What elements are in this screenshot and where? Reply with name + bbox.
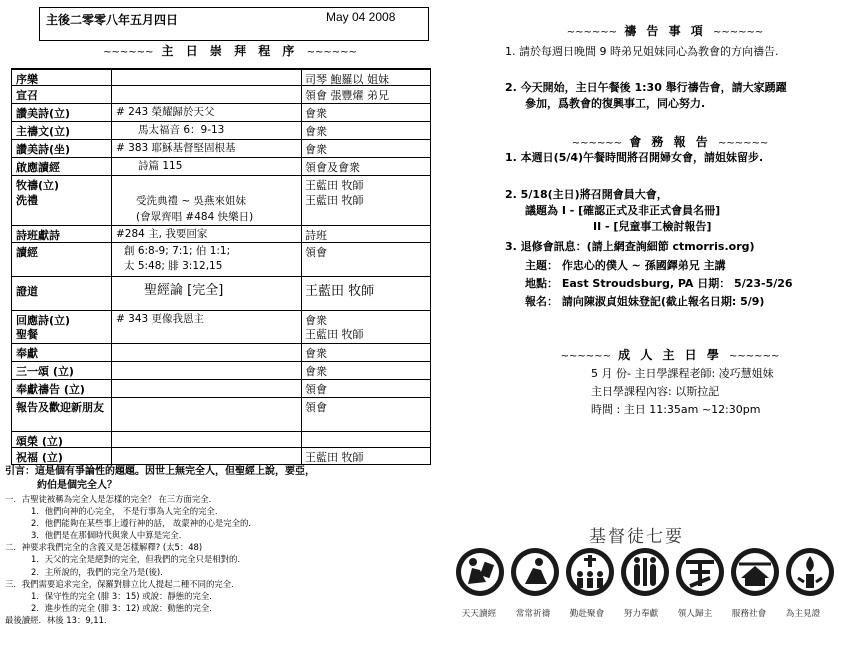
table-row [12,103,430,122]
ornament-left: ~~~~~~ [103,47,154,58]
service-item: 祝福 (立) [16,451,63,464]
notes-intro: 引言：這是個有爭論性的題題。因世上無完全人，但聖經上說，要亞， [5,466,315,477]
service-item: 奉獻 [16,347,38,360]
ornament-left: ~~~~~~ [560,351,611,362]
service-person: 領會 張豐燿 弟兄 [305,89,389,102]
affairs-item-1: 1. 本週日(5/4)午餐時間將召開婦女會，請姐妹留步. [505,151,764,164]
ornament-left: ~~~~~~ [571,138,623,149]
prayer-item-1: 1. 請於每週日晚間 9 時弟兄姐妹同心為教會的方向禱告. [505,45,779,58]
essential-label: 天天讀經 [461,609,497,619]
worship-order-heading: 主 日 崇 拜 程 序 [161,44,299,58]
table-row [12,157,430,176]
prayer-section-title [500,22,830,39]
retreat-signup: 報名： 請向陳淑貞姐妹登記(截止報名日期: 5/9) [525,295,765,308]
table-row [12,85,430,104]
service-person: 詩班 [305,229,327,242]
service-item: 奉獻禱告 (立) [16,383,85,396]
notes-subpoint: 1．保守性的完全 (腓 3：15) 或說：靜態的完全． [31,590,218,601]
table-row [12,361,430,380]
witness-icon [786,548,834,596]
service-content: #284 主, 我要回家 [116,228,208,240]
offering-icon [621,548,669,596]
service-content: 創 6:8-9; 7:1; 伯 1:1; [124,245,231,257]
service-person: 會衆 [305,347,327,360]
table-row [12,276,430,311]
table-row [12,447,430,465]
service-content: # 243 榮耀歸於天父 [116,106,215,118]
notes-point: 二．神要求我們完全的含義又是怎樣解釋? (太5：48) [5,542,203,553]
prayer-item-2-line1: 2. 今天開始，主日午餐後 1:30 舉行禱告會，請大家踴躍 [505,81,787,94]
table-row [12,397,430,432]
service-content-note: (會眾齊唱 #484 快樂日) [136,211,254,223]
essential-label: 勤赴聚會 [569,609,605,619]
affairs-item-2 [505,187,845,235]
prayer-item-2-line2: 參加，爲教會的復興事工，同心努力. [525,97,706,110]
affairs-item-2-line2: 議題為 I - [確認正式及非正式會員名冊] [525,204,721,217]
service-person: 司琴 鮑羅以 姐妹 [305,73,389,86]
prayer-heading: 禱 告 事 項 [624,24,706,38]
retreat-info: 3. 退修會訊息：(請上網查詢細節 ctmorris.org) [505,240,755,253]
adult-school-title [520,346,820,363]
notes-subpoint: 2．進步性的完全 (腓 3：12) 或說：動態的完全． [31,602,218,613]
service-item: 啟應讀經 [16,161,60,174]
service-person: 會衆 [305,365,327,378]
notes-point: 三．我們需要追求完全，保羅對腓立比人提起二種不同的完全． [5,578,240,589]
service-content: # 343 更像我恩主 [116,313,205,325]
adult-school-teacher: 5 月 份- 主日學課程老師: 凌巧慧姐妹 [591,367,774,380]
service-content: # 383 耶穌基督堅固根基 [116,142,236,154]
worship-order-title [60,42,400,59]
sermon-notes [5,465,430,626]
bible-reading-icon [456,548,504,596]
service-item: 牧禱(立) [16,179,60,192]
service-person: 王藍田 牧師 [305,451,364,464]
seven-essentials-labels [452,607,842,619]
service-item: 聖餐 [16,328,38,341]
table-row [12,191,430,225]
service-item: 三一頌 (立) [16,365,74,378]
service-person: 王藍田 牧師 [305,179,364,192]
service-person: 會衆 [305,107,327,120]
service-person: 領會及會衆 [305,161,360,174]
ornament-right: ~~~~~~ [717,138,769,149]
table-row [12,121,430,140]
seven-essentials-title: 基督徒七要 [589,527,684,547]
service-item: 宣召 [16,89,38,102]
service-item: 序樂 [16,73,38,86]
table-row [12,431,430,448]
essential-label: 為主見證 [785,609,821,619]
table-row [12,242,430,277]
service-item: 回應詩(立) [16,314,71,327]
date-english: May 04 2008 [326,10,396,24]
service-content: 馬太福音 6：9-13 [138,124,225,136]
notes-intro-line2: 約伯是個完全人？ [37,480,117,491]
service-content: 受洗典禮 ~ 吳燕來姐妹 [136,195,246,207]
ornament-right: ~~~~~~ [712,27,764,38]
service-item: 報告及歡迎新朋友 [16,401,104,414]
table-row [12,343,430,362]
service-item: 讚美詩(坐) [16,143,71,156]
retreat-theme: 主題： 作忠心的僕人 ~ 孫國鐸弟兄 主講 [525,259,726,272]
prayer-item-2 [505,80,835,112]
service-icon [731,548,779,596]
essential-label: 服務社會 [731,609,767,619]
table-row [12,69,430,86]
affairs-heading: 會 務 報 告 [629,135,711,149]
adult-school-content: 主日學課程內容: 以斯拉記 [591,385,720,398]
service-person: 領會 [305,383,327,396]
ornament-right: ~~~~~~ [729,351,780,362]
adult-school-time: 時間 : 主日 11:35am ~12:30pm [591,403,761,416]
service-item: 詩班獻詩 [16,229,60,242]
service-content-line2: 太 5:48; 腓 3:12,15 [124,260,223,272]
service-content: 聖經論 [完全] [144,283,224,298]
notes-subpoint: 1．他們向神的心完全， 不是行事為人完全的完全． [31,506,224,517]
service-person: 領會 [305,401,327,414]
service-person: 領會 [305,246,327,259]
service-person: 會衆 [305,125,327,138]
essential-label: 努力奉獻 [623,609,659,619]
service-order-table [11,68,431,465]
essential-label: 常常祈禱 [515,609,551,619]
service-person: 王藍田 牧師 [305,328,364,341]
date-box [39,7,429,41]
ornament-left: ~~~~~~ [566,27,618,38]
service-item: 讀經 [16,246,38,259]
table-row [12,225,430,243]
retreat-place-date: 地點： East Stroudsburg, PA 日期： 5/23-5/26 [525,277,793,290]
notes-subpoint: 2．他們能夠在某些事上遵行神的話， 故蒙神的心是完全的． [31,518,257,529]
service-person: 會衆 [305,314,327,327]
service-content: 詩篇 115 [138,160,183,172]
seven-essentials-icons [456,548,834,598]
affairs-item-3 [505,239,845,310]
service-item: 主禱文(立) [16,125,71,138]
notes-subpoint: 3．他們是在那個時代與衆人中算是完全． [31,530,188,541]
praying-icon [511,548,559,596]
adult-school-heading: 成 人 主 日 學 [618,348,722,362]
church-meeting-icon [566,548,614,596]
service-item: 洗禮 [16,194,38,207]
evangelism-icon [676,548,724,596]
table-row [12,325,430,343]
service-person: 王藍田 牧師 [305,284,375,299]
notes-final: 最後讀經．林後 13：9,11． [5,614,113,625]
notes-subpoint: 2．主所說的，我們的完全乃是(後)． [31,566,169,577]
table-row [12,379,430,398]
essential-label: 領人歸主 [677,609,713,619]
service-item: 證道 [16,285,38,298]
service-item: 讚美詩(立) [16,107,71,120]
ornament-right: ~~~~~~ [306,47,357,58]
affairs-item-2-line3: II - [兒童事工檢討報告] [593,220,712,233]
date-chinese: 主後二零零八年五月四日 [46,13,179,27]
service-person: 會衆 [305,143,327,156]
table-row [12,139,430,158]
service-item: 頌榮 (立) [16,435,63,448]
notes-point: 一．古聖徒被稱為完全人是怎樣的完全？ 在三方面完全． [5,494,218,504]
adult-school-info [591,365,831,419]
affairs-item-2-line1: 2. 5/18(主日)將召開會員大會， [505,188,668,201]
notes-subpoint: 1．天父的完全是絕對的完全，但我們的完全只是相對的． [31,554,246,565]
affairs-section-title [520,133,820,150]
service-person: 王藍田 牧師 [305,194,364,207]
